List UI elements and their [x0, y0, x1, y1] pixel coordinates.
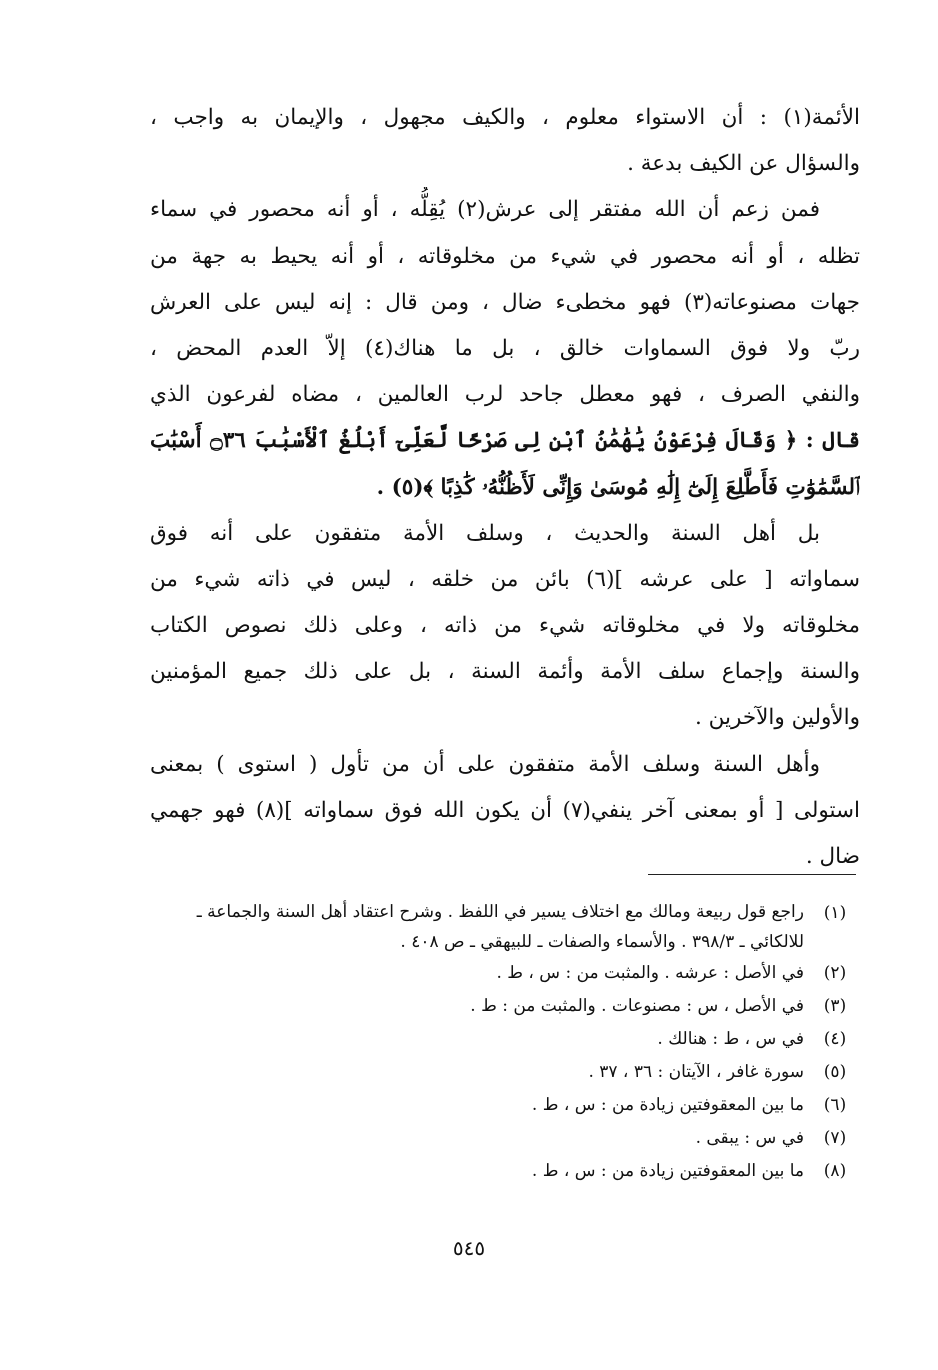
- text-line: والأولين والآخرين .: [694, 705, 860, 731]
- footnote-text: سورة غافر ، الآيتان : ٣٦ ، ٣٧ .: [588, 1062, 804, 1082]
- main-text: [150, 95, 860, 880]
- footnote-number: (٦): [823, 1095, 847, 1115]
- footnote: [151, 957, 856, 990]
- page-number: ٥٤٥: [452, 1236, 486, 1260]
- text-line: استولى [ أو بمعنى آخر ينفي(٧) أن يكون الله فوق سماواته ](٨) فهو جهمي: [150, 797, 860, 823]
- footnote-divider: [648, 874, 856, 875]
- footnote-number: (١): [823, 903, 847, 923]
- text-line: بل أهل السنة والحديث ، وسلف الأمة متفقون على أنه فوق: [150, 520, 820, 546]
- footnote-text: في الأصل ، س : مصنوعات . والمثبت من : ط .: [470, 996, 804, 1016]
- quran-verse-line: ٱلسَّمَٰوَٰتِ فَأَطَّلِعَ إِلَىٰٓ إِلَٰهِ مُوسَىٰ وَإِنِّى لَأَظُنُّهُۥ كَٰذِبًا ﴾(٥) .: [376, 474, 860, 500]
- footnote-number: (٢): [823, 963, 847, 983]
- footnote-text: في الأصل : عرشه . والمثبت من : س ، ط .: [496, 963, 804, 983]
- footnote-text: ما بين المعقوفتين زيادة من : س ، ط .: [531, 1095, 804, 1115]
- footnote-text: ما بين المعقوفتين زيادة من : س ، ط .: [531, 1161, 804, 1181]
- footnote-number: (٧): [823, 1128, 847, 1148]
- footnote-text: في س ، ط : هنالك .: [657, 1029, 804, 1049]
- footnote-number: (٨): [823, 1161, 847, 1181]
- footnote: [151, 1155, 856, 1188]
- text-line: مخلوقاته ولا في مخلوقاته شيء من ذاته ، وعلى ذلك نصوص الكتاب: [150, 613, 860, 639]
- footnote: [151, 1023, 856, 1056]
- footnote-number: (٥): [823, 1062, 847, 1082]
- text-line: تظله ، أو أنه محصور في شيء من مخلوقاته ، أو أنه يحيط به جهة من: [150, 243, 860, 269]
- footnote: [151, 897, 856, 957]
- footnote-text: في س : يبقى .: [695, 1128, 804, 1148]
- text-line: والنفي الصرف ، فهو معطل جاحد لرب العالمين ، مضاه لفرعون الذي: [150, 382, 860, 408]
- footnote: [151, 1122, 856, 1155]
- text-line: سماواته [ على عرشه ](٦) بائن من خلقه ، ليس في ذاته شيء من: [150, 566, 860, 592]
- footnote-number: (٤): [823, 1029, 847, 1049]
- text-line: والسؤال عن الكيف بدعة .: [627, 151, 860, 177]
- text-line: فمن زعم أن الله مفتقر إلى عرش(٢) يُقِلُّه ، أو أنه محصور في سماء: [150, 197, 820, 223]
- footnote: [151, 1056, 856, 1089]
- text-line: والسنة وإجماع سلف الأمة وأئمة السنة ، بل على ذلك جميع المؤمنين: [150, 659, 860, 685]
- text-line: ضال .: [805, 844, 860, 869]
- text-line: وأهل السنة وسلف الأمة متفقون على أن من تأول ( استوى ) بمعنى: [150, 751, 820, 777]
- quran-verse-line: قال : ﴿ وَقَالَ فِرْعَوْنُ يَٰهَٰمَٰنُ ٱبْنِ لِى صَرْحًا لَّعَلِّىٓ أَبْلُغُ ٱلْأَسْبَٰبَ ۝٣٦ أَسْبَٰبَ: [150, 428, 860, 454]
- text-line: جهات مصنوعاته(٣) فهو مخطىء ضال ، ومن قال : إنه ليس على العرش: [150, 289, 860, 315]
- footnote-text: راجع قول ربيعة ومالك مع اختلاف يسير في اللفظ . وشرح اعتقاد أهل السنة والجماعة ـ للالكائي ـ ٣٩٨/٣ . والأسماء والصفات ـ للبيهقي ـ ص ٤٠٨ .: [196, 902, 804, 952]
- footnote-number: (٣): [823, 996, 847, 1016]
- text-line: ربّ ولا فوق السماوات خالق ، بل ما هناك(٤) إلاّ العدم المحض ،: [150, 335, 860, 361]
- footnote: [151, 1089, 856, 1122]
- footnote: [151, 990, 856, 1023]
- text-line: الأئمة(١) : أن الاستواء معلوم ، والكيف مجهول ، والإيمان به واجب ،: [150, 105, 860, 130]
- footnotes: [151, 897, 856, 1188]
